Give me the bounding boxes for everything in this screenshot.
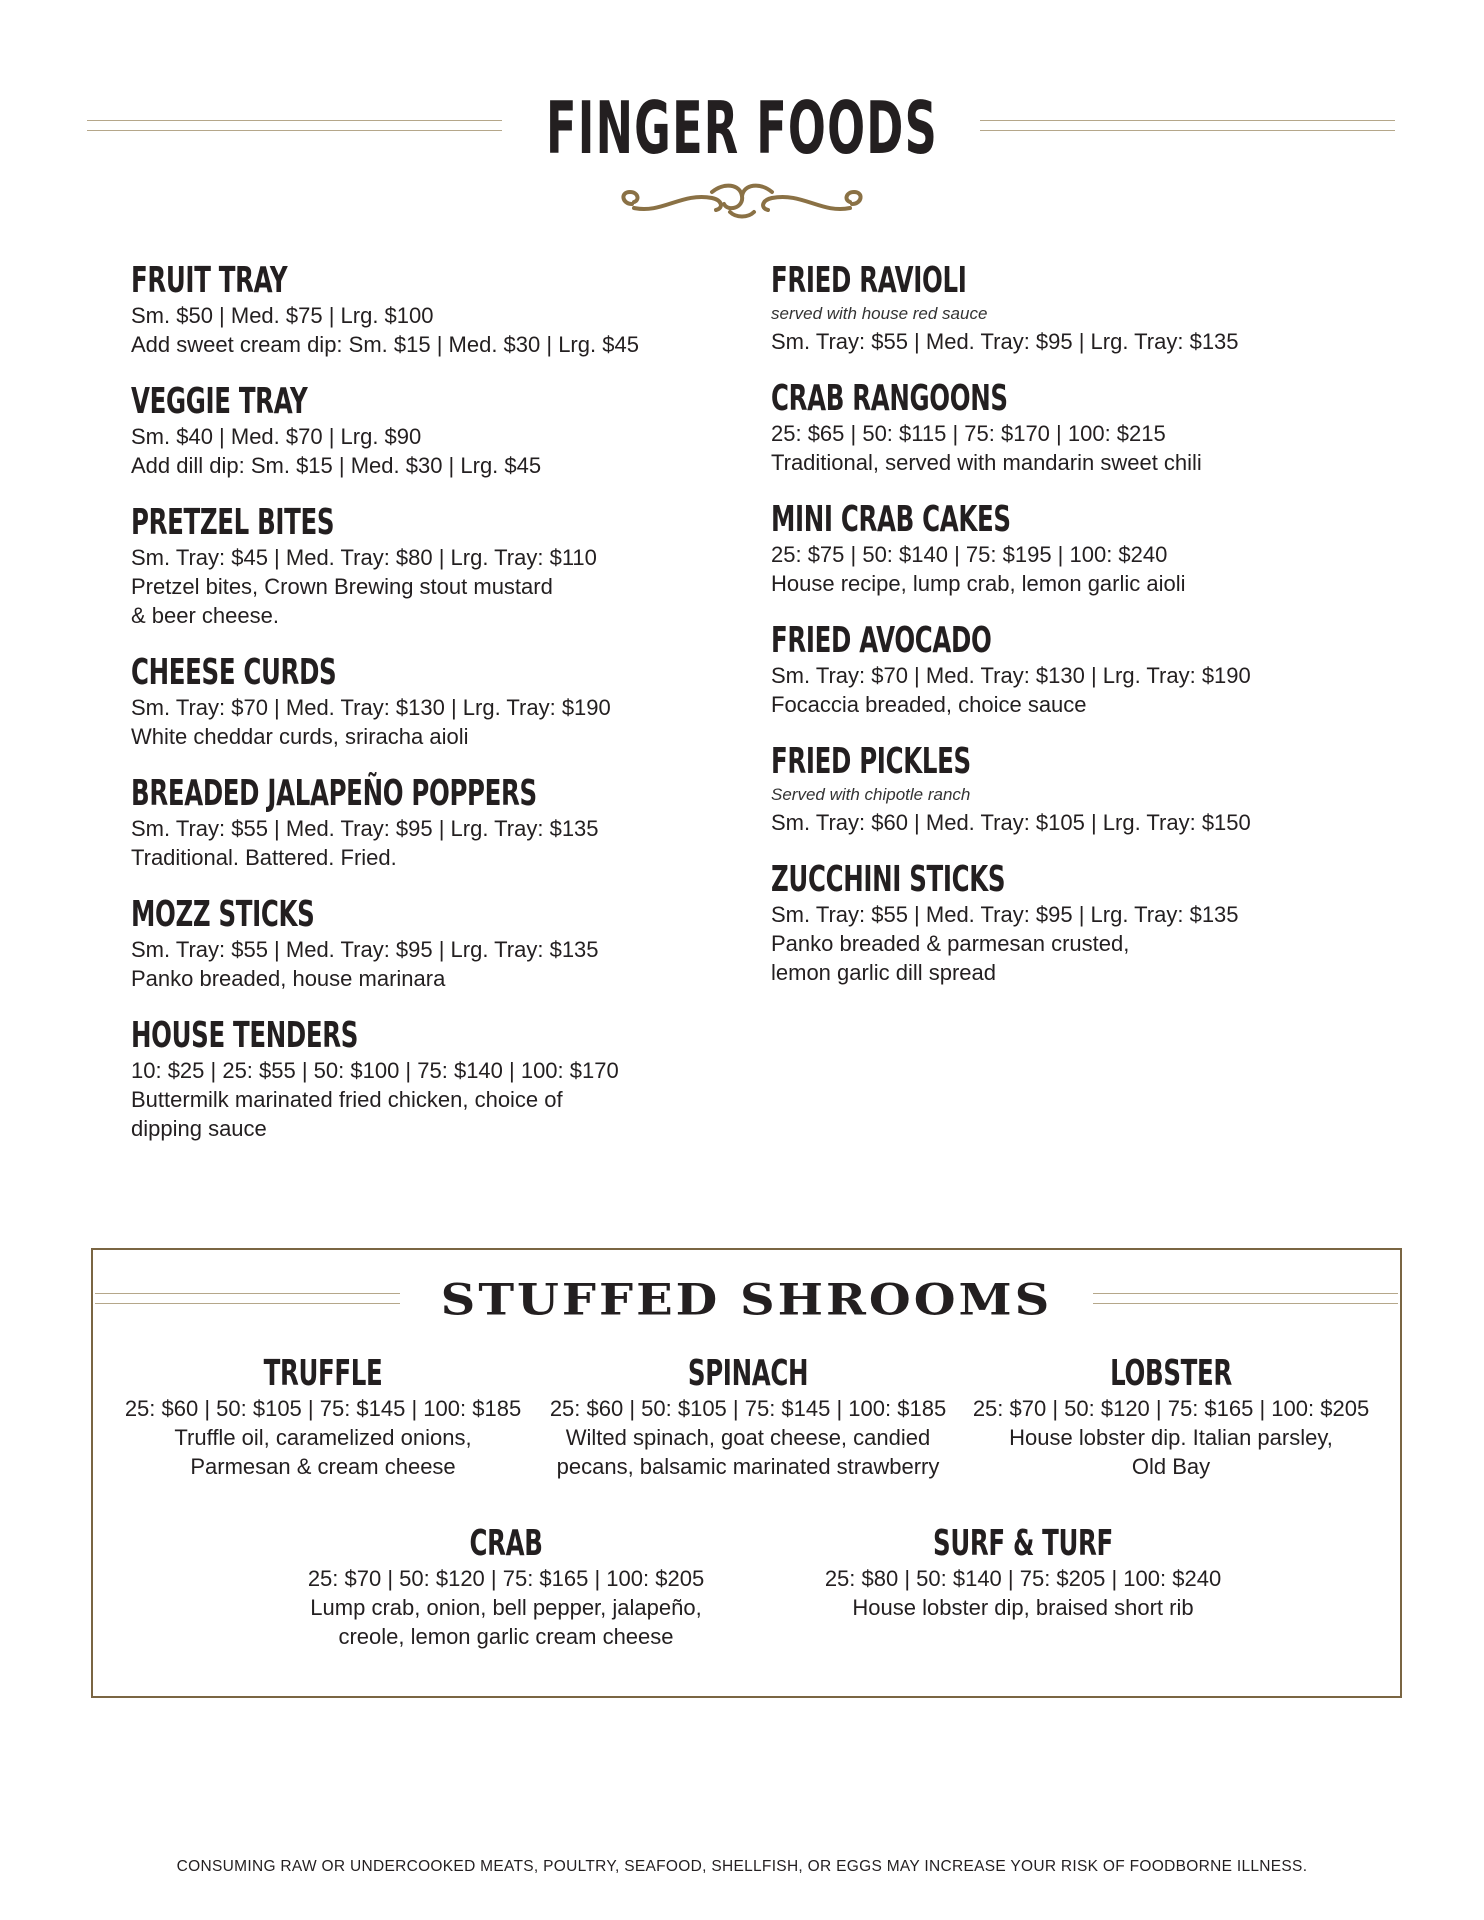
shroom-item-crab	[276, 1524, 736, 1651]
item-name: VEGGIE TRAY	[131, 381, 308, 422]
item-description: Add dill dip: Sm. $15 | Med. $30 | Lrg. $45	[131, 453, 542, 478]
item-name: CRAB RANGOONS	[771, 378, 1008, 419]
item-description: Parmesan & cream cheese	[190, 1454, 456, 1479]
shroom-item-lobster	[961, 1354, 1381, 1481]
item-note: Served with chipotle ranch	[771, 785, 971, 804]
item-prices: 10: $25 | 25: $55 | 50: $100 | 75: $140 | 100: $170	[131, 1058, 619, 1083]
section-title: STUFFED SHROOMS	[440, 1274, 1053, 1326]
item-prices: 25: $65 | 50: $115 | 75: $170 | 100: $215	[771, 421, 1166, 446]
header-rule-right	[980, 120, 1395, 131]
menu-item-fried-ravioli	[771, 262, 1331, 356]
menu-item-crab-rangoons	[771, 380, 1331, 477]
item-prices: Sm. Tray: $55 | Med. Tray: $95 | Lrg. Tray: $135	[771, 902, 1239, 927]
menu-item-house-tenders	[131, 1017, 691, 1143]
menu-item-cheese-curds	[131, 654, 691, 751]
item-name: SURF & TURF	[933, 1523, 1113, 1564]
item-name: FRIED RAVIOLI	[771, 260, 967, 301]
food-safety-disclaimer: CONSUMING RAW OR UNDERCOOKED MEATS, POULTRY, SEAFOOD, SHELLFISH, OR EGGS MAY INCREASE YOUR RISK OF FOODBORNE ILLNESS.	[176, 1858, 1308, 1875]
item-name: PRETZEL BITES	[131, 502, 335, 543]
item-prices: Sm. Tray: $55 | Med. Tray: $95 | Lrg. Tray: $135	[771, 329, 1239, 354]
menu-item-veggie-tray	[131, 383, 691, 480]
menu-item-fruit-tray	[131, 262, 691, 359]
item-name: LOBSTER	[1110, 1353, 1232, 1394]
menu-item-mozz-sticks	[131, 896, 691, 993]
finger-foods-header	[0, 88, 1484, 178]
item-name: FRIED PICKLES	[771, 741, 971, 782]
item-name: HOUSE TENDERS	[131, 1015, 359, 1056]
item-description: Wilted spinach, goat cheese, candied	[565, 1425, 931, 1450]
item-description: Add sweet cream dip: Sm. $15 | Med. $30 | Lrg. $45	[131, 332, 639, 357]
item-description: House lobster dip. Italian parsley,	[1009, 1425, 1333, 1450]
stuffed-shrooms-section	[91, 1248, 1402, 1698]
item-description: pecans, balsamic marinated strawberry	[556, 1454, 940, 1479]
item-prices: 25: $80 | 50: $140 | 75: $205 | 100: $240	[824, 1566, 1222, 1591]
item-description: White cheddar curds, sriracha aioli	[131, 724, 469, 749]
item-prices: Sm. Tray: $45 | Med. Tray: $80 | Lrg. Tray: $110	[131, 545, 597, 570]
item-note: served with house red sauce	[771, 304, 988, 323]
shroom-item-truffle	[113, 1354, 533, 1481]
item-description: dipping sauce	[131, 1116, 267, 1141]
menu-item-pretzel-bites	[131, 504, 691, 630]
item-description: House recipe, lump crab, lemon garlic aioli	[771, 571, 1186, 596]
item-prices: Sm. $40 | Med. $70 | Lrg. $90	[131, 424, 422, 449]
item-name: SPINACH	[687, 1353, 809, 1394]
item-prices: 25: $70 | 50: $120 | 75: $165 | 100: $205	[307, 1566, 705, 1591]
item-description: Truffle oil, caramelized onions,	[174, 1425, 472, 1450]
item-description: House lobster dip, braised short rib	[852, 1595, 1194, 1620]
item-name: MOZZ STICKS	[131, 894, 315, 935]
item-prices: Sm. $50 | Med. $75 | Lrg. $100	[131, 303, 434, 328]
item-prices: Sm. Tray: $55 | Med. Tray: $95 | Lrg. Tray: $135	[131, 937, 599, 962]
item-description: Panko breaded & parmesan crusted,	[771, 931, 1130, 956]
ornament-flourish-icon	[612, 178, 872, 224]
item-name: CRAB	[469, 1523, 543, 1564]
item-description: creole, lemon garlic cream cheese	[338, 1624, 674, 1649]
item-name: FRIED AVOCADO	[771, 620, 992, 661]
item-description: Pretzel bites, Crown Brewing stout mustard	[131, 574, 553, 599]
page-title: FINGER FOODS	[546, 86, 938, 170]
item-description: Lump crab, onion, bell pepper, jalapeño,	[310, 1595, 702, 1620]
item-prices: 25: $70 | 50: $120 | 75: $165 | 100: $205	[972, 1396, 1370, 1421]
item-description: Old Bay	[1131, 1454, 1211, 1479]
item-description: Panko breaded, house marinara	[131, 966, 446, 991]
item-name: MINI CRAB CAKES	[771, 499, 1011, 540]
menu-item-fried-avocado	[771, 622, 1331, 719]
item-name: FRUIT TRAY	[131, 260, 288, 301]
item-prices: 25: $60 | 50: $105 | 75: $145 | 100: $185	[124, 1396, 522, 1421]
menu-item-jalapeno-poppers	[131, 775, 691, 872]
item-name: TRUFFLE	[263, 1353, 383, 1394]
item-prices: Sm. Tray: $70 | Med. Tray: $130 | Lrg. Tray: $190	[131, 695, 611, 720]
menu-item-mini-crab-cakes	[771, 501, 1331, 598]
section-rule-right	[1093, 1293, 1398, 1304]
item-description: Traditional, served with mandarin sweet chili	[771, 450, 1202, 475]
item-description: Buttermilk marinated fried chicken, choice of	[131, 1087, 563, 1112]
item-name: ZUCCHINI STICKS	[771, 859, 1006, 900]
item-prices: 25: $60 | 50: $105 | 75: $145 | 100: $185	[549, 1396, 947, 1421]
shroom-item-spinach	[538, 1354, 958, 1481]
item-description: lemon garlic dill spread	[771, 960, 996, 985]
item-prices: Sm. Tray: $70 | Med. Tray: $130 | Lrg. Tray: $190	[771, 663, 1251, 688]
item-name: BREADED JALAPEÑO POPPERS	[131, 773, 537, 814]
item-description: & beer cheese.	[131, 603, 279, 628]
menu-item-fried-pickles	[771, 743, 1331, 837]
item-prices: Sm. Tray: $60 | Med. Tray: $105 | Lrg. Tray: $150	[771, 810, 1251, 835]
left-menu-column	[131, 262, 691, 1167]
item-prices: Sm. Tray: $55 | Med. Tray: $95 | Lrg. Tray: $135	[131, 816, 599, 841]
item-description: Traditional. Battered. Fried.	[131, 845, 397, 870]
item-prices: 25: $75 | 50: $140 | 75: $195 | 100: $240	[771, 542, 1168, 567]
shroom-item-surf-and-turf	[793, 1524, 1253, 1622]
item-name: CHEESE CURDS	[131, 652, 337, 693]
right-menu-column	[771, 262, 1331, 1011]
menu-item-zucchini-sticks	[771, 861, 1331, 987]
item-description: Focaccia breaded, choice sauce	[771, 692, 1087, 717]
